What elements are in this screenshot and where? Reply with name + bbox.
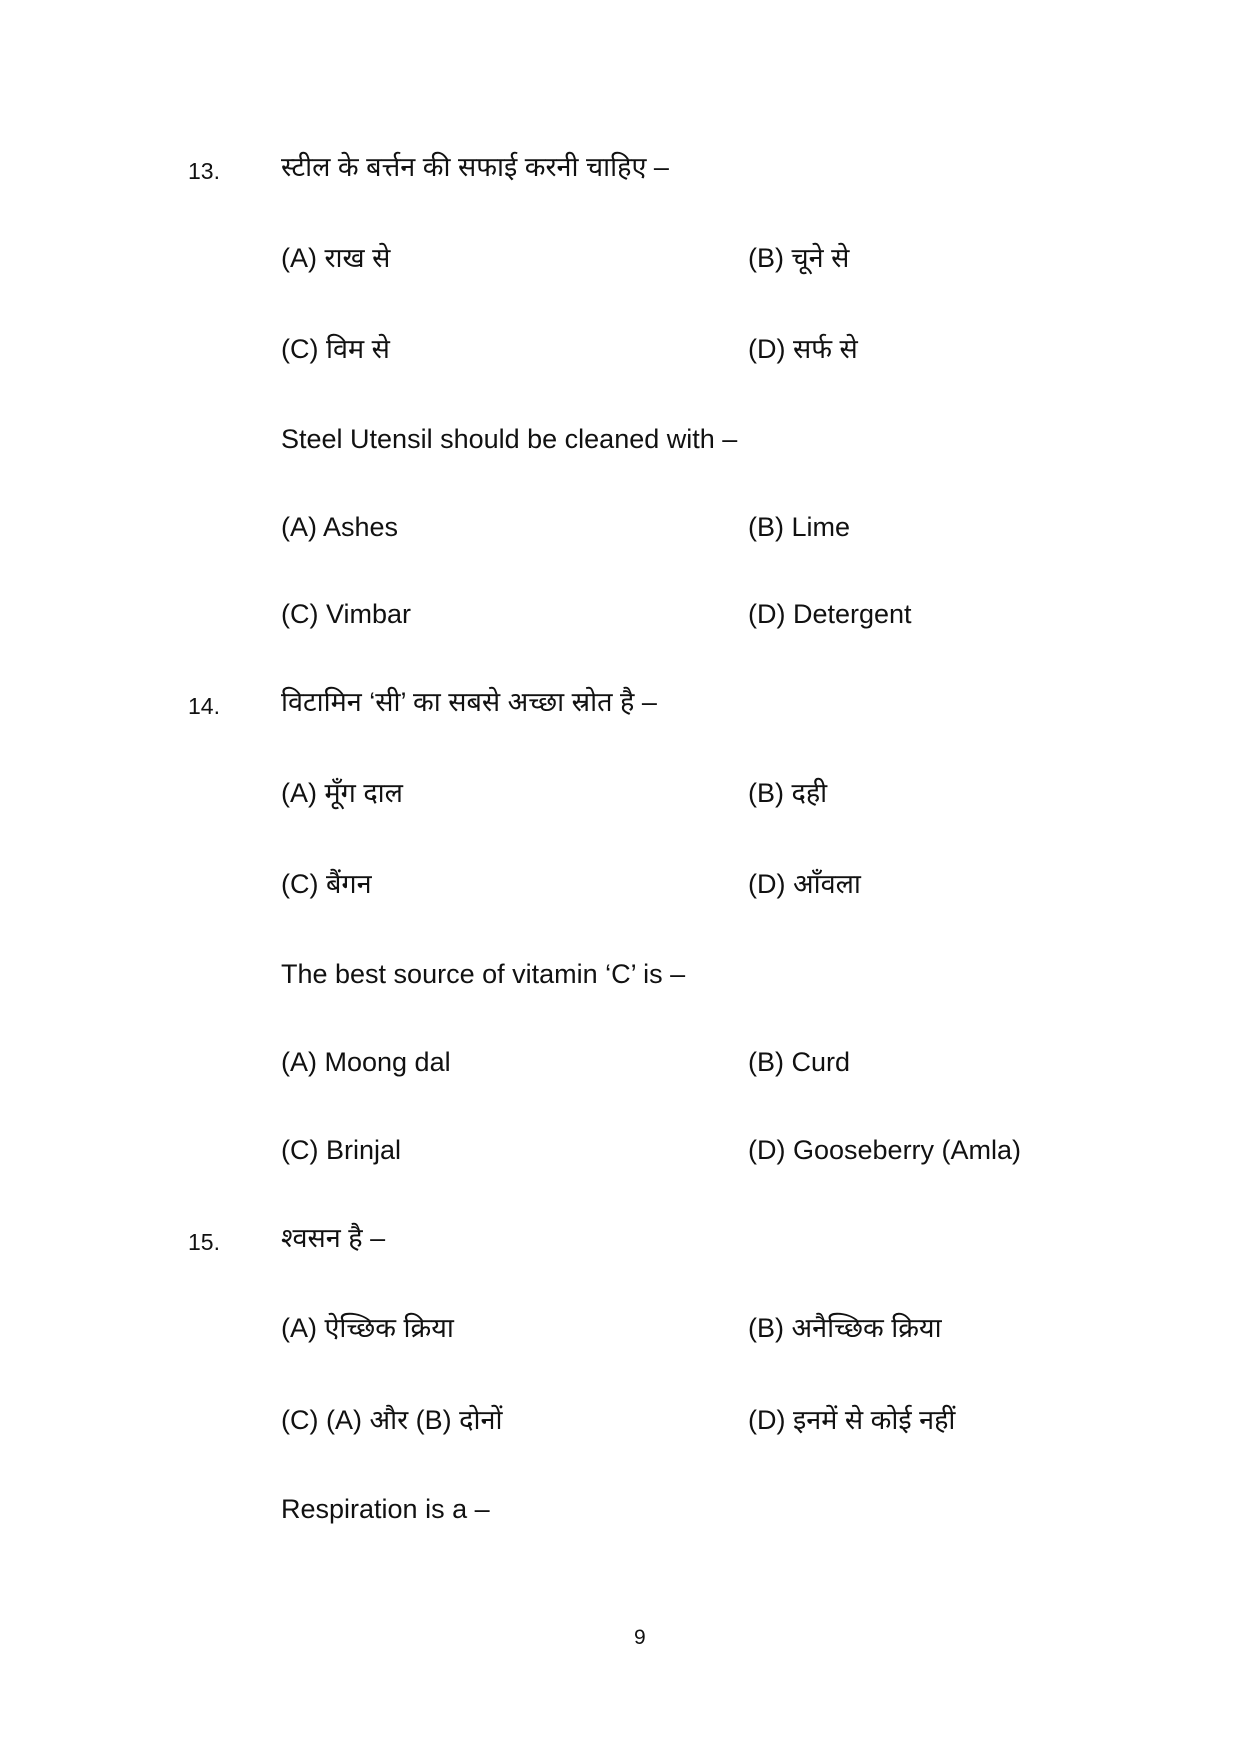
option-a-english: (A) Moong dal <box>281 1047 451 1077</box>
option-d-hindi: (D) आँवला <box>748 869 861 899</box>
question-number: 14. <box>188 693 220 719</box>
question-stem-hindi: विटामिन ‘सी’ का सबसे अच्छा स्रोत है – <box>281 687 657 717</box>
option-c-english: (C) Vimbar <box>281 599 412 629</box>
option-c-hindi: (C) (A) और (B) दोनों <box>281 1405 503 1435</box>
option-a-hindi: (A) ऐच्छिक क्रिया <box>281 1313 454 1343</box>
question-stem-hindi: स्टील के बर्त्तन की सफाई करनी चाहिए – <box>281 152 669 182</box>
option-a-english: (A) Ashes <box>281 512 399 542</box>
option-d-hindi: (D) इनमें से कोई नहीं <box>748 1405 956 1435</box>
option-c-english: (C) Brinjal <box>281 1135 402 1165</box>
question-stem-english: Steel Utensil should be cleaned with – <box>281 424 738 454</box>
option-b-hindi: (B) अनैच्छिक क्रिया <box>748 1313 942 1343</box>
option-c-hindi: (C) बैंगन <box>281 869 372 899</box>
option-b-hindi: (B) दही <box>748 778 828 808</box>
question-number: 15. <box>188 1229 220 1255</box>
question-number: 13. <box>188 158 220 184</box>
option-b-english: (B) Lime <box>748 512 851 542</box>
option-d-english: (D) Detergent <box>748 599 912 629</box>
question-stem-hindi: श्वसन है – <box>281 1223 386 1253</box>
option-a-hindi: (A) राख से <box>281 243 391 273</box>
question-stem-english: Respiration is a – <box>281 1494 490 1524</box>
option-d-hindi: (D) सर्फ से <box>748 334 858 364</box>
option-d-english: (D) Gooseberry (Amla) <box>748 1135 1022 1165</box>
option-b-english: (B) Curd <box>748 1047 851 1077</box>
question-stem-english: The best source of vitamin ‘C’ is – <box>281 959 686 989</box>
option-b-hindi: (B) चूने से <box>748 243 850 273</box>
option-a-hindi: (A) मूँग दाल <box>281 778 403 808</box>
page-number: 9 <box>634 1626 646 1649</box>
option-c-hindi: (C) विम से <box>281 334 390 364</box>
